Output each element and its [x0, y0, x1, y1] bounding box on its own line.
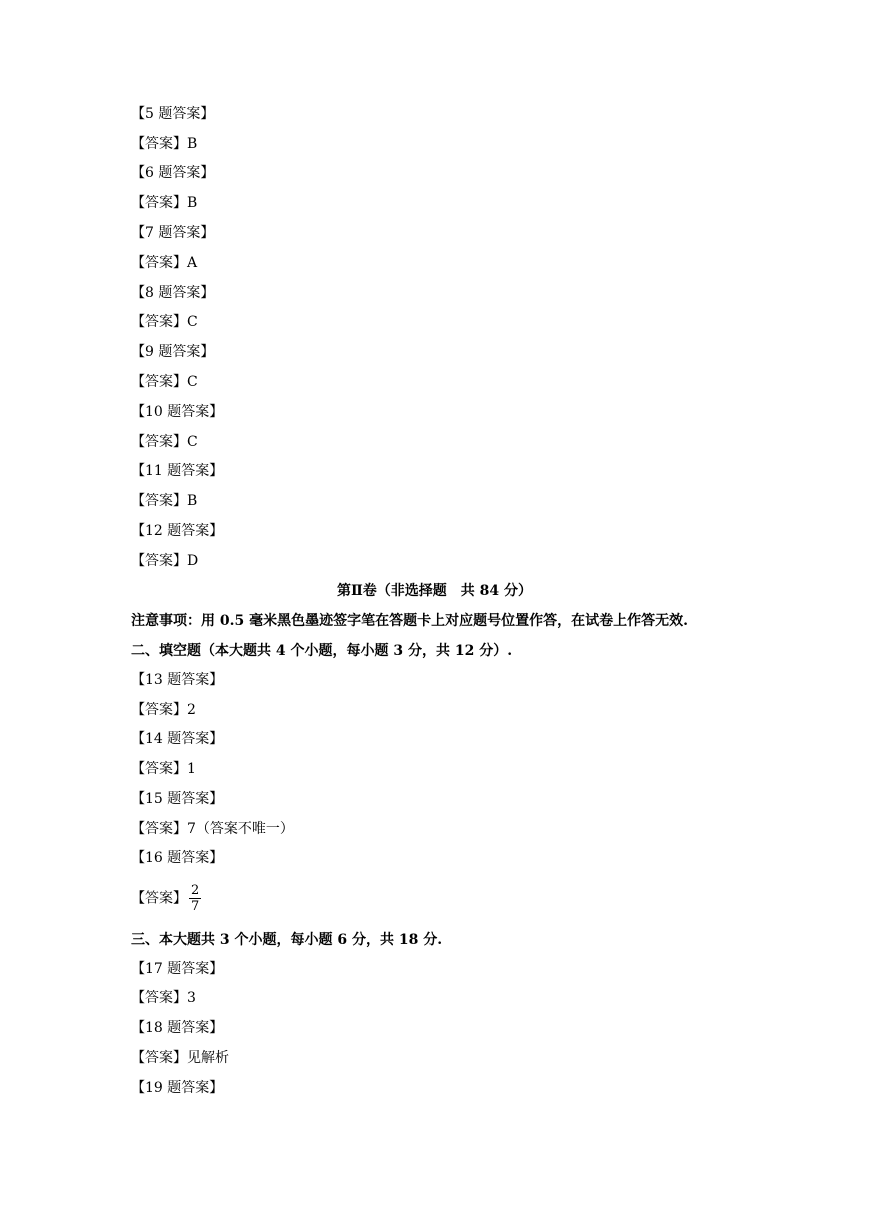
q19-header: 【19 题答案】: [131, 1080, 224, 1096]
q7-header: 【7 题答案】: [131, 225, 215, 241]
q10-answer: 【答案】C: [131, 434, 198, 450]
q13-answer: 【答案】2: [131, 702, 196, 718]
q16-header: 【16 题答案】: [131, 850, 224, 866]
q17-header: 【17 题答案】: [131, 961, 224, 977]
q7-answer: 【答案】A: [131, 255, 198, 271]
notice-text: 注意事项：用 0.5 毫米黑色墨迹签字笔在答题卡上对应题号位置作答，在试卷上作答无效.: [131, 613, 688, 629]
q16-answer-prefix: 【答案】: [131, 890, 187, 907]
fill-blank-section-title: 二、填空题（本大题共 4 个小题，每小题 3 分，共 12 分）.: [131, 643, 513, 659]
q11-answer: 【答案】B: [131, 493, 198, 509]
fraction-denominator: 7: [191, 899, 200, 914]
q9-header: 【9 题答案】: [131, 344, 215, 360]
q10-header: 【10 题答案】: [131, 404, 224, 420]
q16-fraction: [189, 883, 201, 914]
q16-answer: [131, 883, 201, 914]
q8-answer: 【答案】C: [131, 314, 198, 330]
section3-title: 三、本大题共 3 个小题，每小题 6 分，共 18 分.: [131, 932, 443, 948]
q12-header: 【12 题答案】: [131, 523, 224, 539]
q6-header: 【6 题答案】: [131, 165, 215, 181]
q11-header: 【11 题答案】: [131, 463, 224, 479]
volume-title: 第Ⅱ卷（非选择题 共 84 分）: [336, 583, 533, 599]
q14-answer: 【答案】1: [131, 761, 196, 777]
q8-header: 【8 题答案】: [131, 285, 215, 301]
q13-header: 【13 题答案】: [131, 672, 224, 688]
q9-answer: 【答案】C: [131, 374, 198, 390]
q5-header: 【5 题答案】: [131, 106, 215, 122]
q14-header: 【14 题答案】: [131, 731, 224, 747]
q15-header: 【15 题答案】: [131, 791, 224, 807]
q5-answer: 【答案】B: [131, 136, 198, 152]
fraction-numerator: 2: [191, 883, 200, 898]
q18-header: 【18 题答案】: [131, 1020, 224, 1036]
q15-answer: 【答案】7（答案不唯一）: [131, 821, 294, 837]
q6-answer: 【答案】B: [131, 195, 198, 211]
q12-answer: 【答案】D: [131, 553, 199, 569]
q17-answer: 【答案】3: [131, 990, 196, 1006]
q18-answer: 【答案】见解析: [131, 1050, 229, 1066]
